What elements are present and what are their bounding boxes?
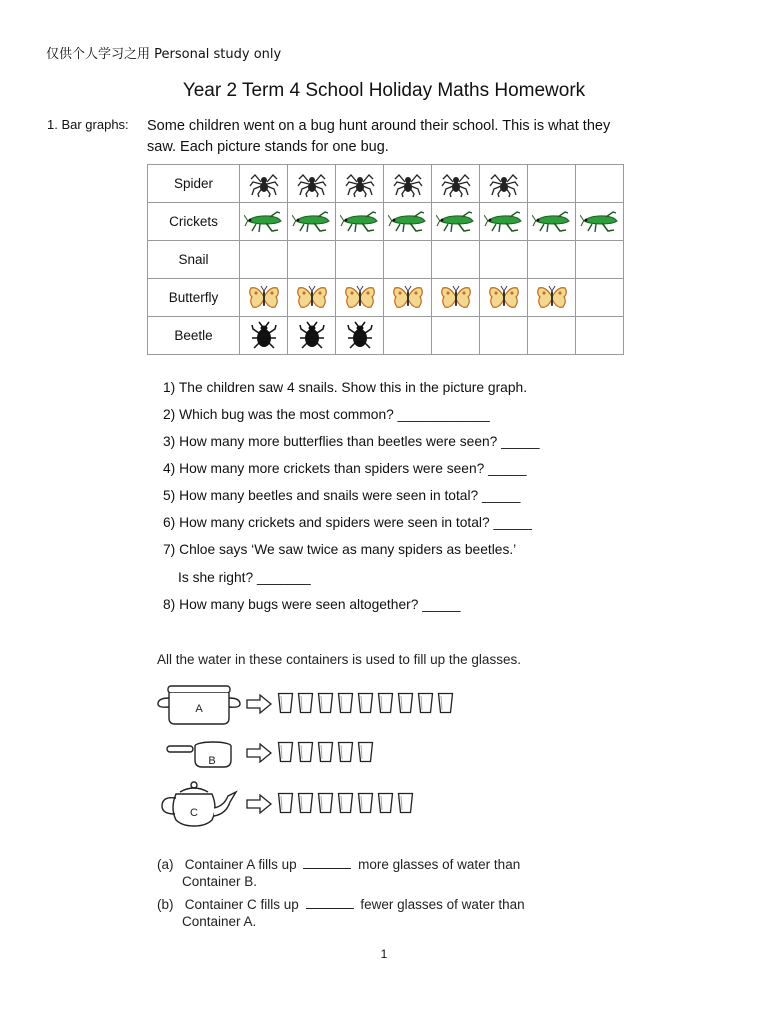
water-question-b-after: fewer glasses of water than xyxy=(360,897,525,912)
question-8: 8) How many bugs were seen altogether? _____ xyxy=(163,597,461,612)
table-row xyxy=(148,241,624,279)
container-a xyxy=(155,680,243,733)
spider-icon xyxy=(336,170,383,198)
arrow-right-icon xyxy=(246,794,272,814)
graph-cell xyxy=(576,203,624,241)
row-label: Spider xyxy=(148,165,240,203)
spider-icon xyxy=(480,170,527,198)
table-row xyxy=(148,165,624,203)
spider-icon xyxy=(384,170,431,198)
teapot-icon xyxy=(158,778,242,830)
graph-cell xyxy=(336,317,384,355)
butterfly-icon xyxy=(384,285,431,311)
container-c xyxy=(158,778,242,835)
question-1: 1) The children saw 4 snails. Show this in the picture graph. xyxy=(163,380,528,395)
glass-icon xyxy=(297,741,314,768)
graph-cell xyxy=(384,203,432,241)
water-question-b-line2: Container A. xyxy=(182,914,257,929)
graph-cell xyxy=(384,279,432,317)
question-1-intro: Some children went on a bug hunt around their school. This is what they saw. Each picture stands for one bug. xyxy=(147,118,611,155)
glass-icon xyxy=(377,692,394,719)
table-row xyxy=(148,203,624,241)
water-question-a-tag: (a) xyxy=(157,857,174,872)
spider-icon xyxy=(432,170,479,198)
graph-cell xyxy=(288,317,336,355)
arrow-right-icon xyxy=(246,694,272,714)
glass-icon xyxy=(437,692,454,719)
graph-cell xyxy=(432,317,480,355)
graph-cell xyxy=(336,203,384,241)
cricket-icon xyxy=(432,209,479,235)
graph-cell xyxy=(480,165,528,203)
water-question-a xyxy=(157,856,520,890)
row-label: Beetle xyxy=(148,317,240,355)
question-3: 3) How many more butterflies than beetles were seen? _____ xyxy=(163,434,540,449)
glass-icon xyxy=(297,692,314,719)
cricket-icon xyxy=(384,209,431,235)
beetle-icon xyxy=(288,321,335,351)
graph-cell xyxy=(480,241,528,279)
glass-icon xyxy=(337,792,354,819)
table-row xyxy=(148,317,624,355)
water-question-b-blank[interactable] xyxy=(306,908,354,909)
glass-icon xyxy=(277,792,294,819)
question-5: 5) How many beetles and snails were seen in total? _____ xyxy=(163,488,521,503)
graph-cell xyxy=(432,203,480,241)
glass-icon xyxy=(397,792,414,819)
graph-cell xyxy=(240,279,288,317)
bug-picture-graph xyxy=(147,164,624,355)
graph-cell xyxy=(240,317,288,355)
graph-cell xyxy=(240,165,288,203)
cricket-icon xyxy=(240,209,287,235)
question-2: 2) Which bug was the most common? ____________ xyxy=(163,407,490,422)
graph-cell xyxy=(240,241,288,279)
pot-icon xyxy=(155,680,243,728)
water-intro: All the water in these containers is used to fill up the glasses. xyxy=(157,652,521,667)
question-7: 7) Chloe says ‘We saw twice as many spiders as beetles.’ xyxy=(163,542,517,557)
container-c-label: C xyxy=(190,807,198,819)
glass-icon xyxy=(297,792,314,819)
water-question-b-before: Container C fills up xyxy=(184,897,299,912)
graph-cell xyxy=(384,241,432,279)
water-question-b-tag: (b) xyxy=(157,897,174,912)
arrow-right-icon xyxy=(246,743,272,763)
graph-cell xyxy=(432,165,480,203)
graph-cell xyxy=(288,203,336,241)
spider-icon xyxy=(288,170,335,198)
graph-cell xyxy=(336,165,384,203)
glass-icon xyxy=(357,741,374,768)
water-question-a-blank[interactable] xyxy=(303,868,351,869)
butterfly-icon xyxy=(288,285,335,311)
glass-icon xyxy=(317,692,334,719)
page-title: Year 2 Term 4 School Holiday Maths Homework xyxy=(182,80,586,101)
cricket-icon xyxy=(336,209,383,235)
glass-icon xyxy=(277,692,294,719)
graph-cell xyxy=(528,203,576,241)
beetle-icon xyxy=(240,321,287,351)
graph-cell xyxy=(384,165,432,203)
graph-cell xyxy=(576,241,624,279)
graph-cell xyxy=(384,317,432,355)
beetle-icon xyxy=(336,321,383,351)
graph-cell xyxy=(432,241,480,279)
header-note: 仅供个人学习之用 Personal study only xyxy=(46,47,282,62)
water-question-a-before: Container A fills up xyxy=(184,857,297,872)
cricket-icon xyxy=(576,209,623,235)
graph-cell xyxy=(576,317,624,355)
graph-cell xyxy=(528,165,576,203)
butterfly-icon xyxy=(240,285,287,311)
water-question-a-line2: Container B. xyxy=(182,874,258,889)
glass-icon xyxy=(317,792,334,819)
graph-cell xyxy=(576,165,624,203)
graph-cell xyxy=(240,203,288,241)
butterfly-icon xyxy=(528,285,575,311)
glasses-row-b xyxy=(277,741,374,768)
glass-icon xyxy=(337,692,354,719)
glasses-row-c xyxy=(277,792,414,819)
saucepan-icon xyxy=(165,738,235,770)
graph-cell xyxy=(576,279,624,317)
graph-cell xyxy=(336,241,384,279)
row-label: Butterfly xyxy=(148,279,240,317)
water-question-b xyxy=(157,896,525,930)
water-question-a-after: more glasses of water than xyxy=(358,857,521,872)
graph-cell xyxy=(528,317,576,355)
question-7-followup: Is she right? _______ xyxy=(178,570,311,585)
row-label: Crickets xyxy=(148,203,240,241)
container-b xyxy=(165,738,235,775)
glass-icon xyxy=(417,692,434,719)
glass-icon xyxy=(317,741,334,768)
graph-cell xyxy=(480,279,528,317)
graph-cell xyxy=(288,165,336,203)
graph-cell xyxy=(528,279,576,317)
question-6: 6) How many crickets and spiders were seen in total? _____ xyxy=(163,515,532,530)
glass-icon xyxy=(337,741,354,768)
butterfly-icon xyxy=(432,285,479,311)
cricket-icon xyxy=(480,209,527,235)
glasses-row-a xyxy=(277,692,454,719)
table-row xyxy=(148,279,624,317)
cricket-icon xyxy=(288,209,335,235)
glass-icon xyxy=(397,692,414,719)
graph-cell xyxy=(336,279,384,317)
spider-icon xyxy=(240,170,287,198)
row-label: Snail xyxy=(148,241,240,279)
page-number: 1 xyxy=(380,947,388,961)
graph-cell xyxy=(480,317,528,355)
glass-icon xyxy=(357,792,374,819)
container-b-label: B xyxy=(208,755,216,767)
question-1-number: 1. Bar graphs: xyxy=(47,117,129,132)
glass-icon xyxy=(377,792,394,819)
glass-icon xyxy=(357,692,374,719)
question-4: 4) How many more crickets than spiders were seen? _____ xyxy=(163,461,527,476)
graph-cell xyxy=(288,279,336,317)
graph-cell xyxy=(480,203,528,241)
graph-cell xyxy=(432,279,480,317)
container-a-label: A xyxy=(195,703,203,715)
butterfly-icon xyxy=(336,285,383,311)
glass-icon xyxy=(277,741,294,768)
graph-cell xyxy=(288,241,336,279)
butterfly-icon xyxy=(480,285,527,311)
graph-cell xyxy=(528,241,576,279)
cricket-icon xyxy=(528,209,575,235)
